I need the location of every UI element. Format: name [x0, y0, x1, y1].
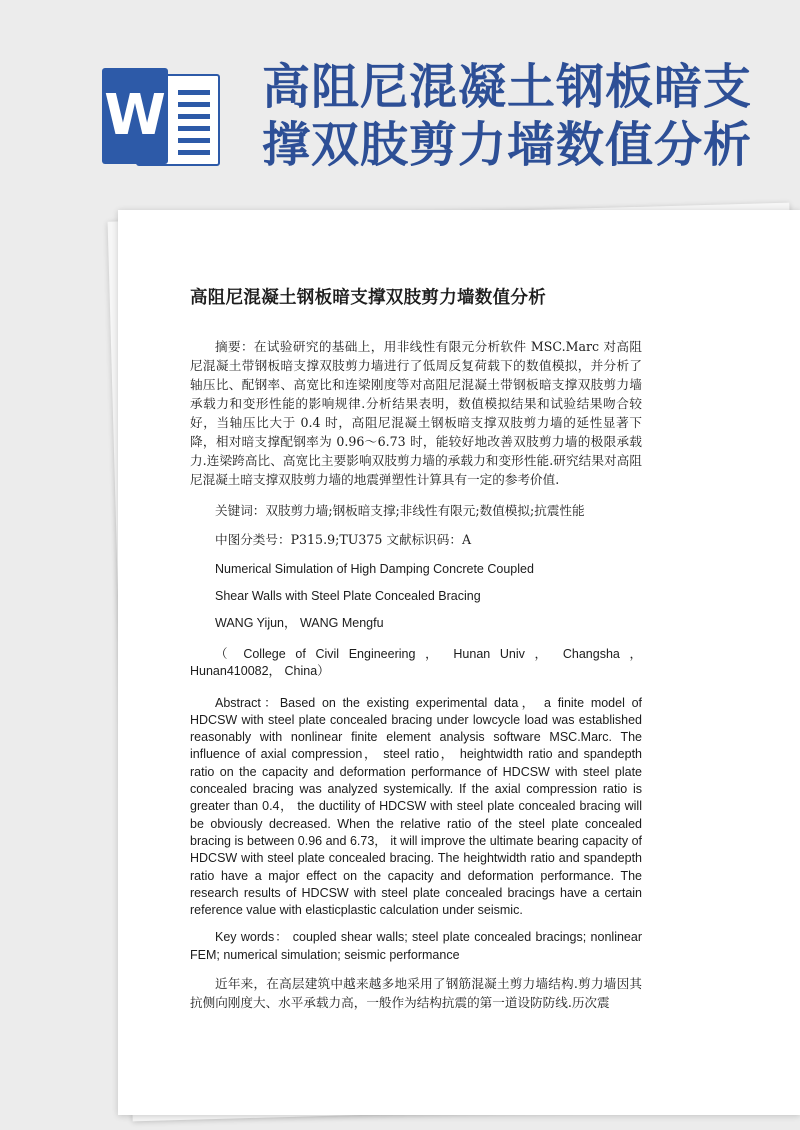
- document-title: 高阻尼混凝土钢板暗支撑双肢剪力墙数值分析: [190, 288, 546, 308]
- affiliation: （ College of Civil Engineering ， Hunan Univ ， Changsha ，Hunan410082， China）: [190, 647, 642, 679]
- classification-number: 中图分类号：P315.9;TU375 文献标识码：A: [215, 532, 472, 547]
- abstract-english: Abstract：Based on the existing experimental data， a finite model of HDCSW with steel plate concealed bracing under lowcycle load was established reasonably with nonlinear finite element analysis software MSC.Marc. The influence of axial compression， steel ratio， heightwidth ratio and spandepth ratio on the capacity and deformation performance of HDCSW with steel plate concealed bracing was analyzed systemically. If the axial compression ratio is greater than 0.4， the ductility of HDCSW with steel plate concealed bracing will be obviously decreased. When the relative ratio of the steel plate concealed bracing is between 0.96 and 6.73， it will improve the ultimate bearing capacity of HDCSW with steel plate concealed bracing. The heightwidth ratio and spandepth ratio have a major effect on the capacity and deformation performance. The research results of HDCSW with steel plate concealed bracings have a certain reference value with elasticplastic calculation under seismic.: [190, 695, 642, 918]
- english-title-line-2: Shear Walls with Steel Plate Concealed Bracing: [215, 589, 481, 603]
- english-title-line-1: Numerical Simulation of High Damping Concrete Coupled: [215, 562, 534, 576]
- document-page: [118, 210, 800, 1115]
- document-content: [190, 270, 642, 1012]
- keywords-english: Key words： coupled shear walls; steel plate concealed bracings; nonlinear FEM; numerical simulation; seismic performance: [190, 930, 642, 962]
- word-letter: W: [102, 68, 168, 164]
- introduction-chinese: 近年来，在高层建筑中越来越多地采用了钢筋混凝土剪力墙结构.剪力墙因其抗侧向刚度大、水平承载力高，一般作为结构抗震的第一道设防防线.历次震: [190, 976, 642, 1011]
- banner: [0, 0, 800, 200]
- keywords-chinese: 关键词：双肢剪力墙;钢板暗支撑;非线性有限元;数值模拟;抗震性能: [215, 503, 585, 518]
- banner-title: 高阻尼混凝土钢板暗支撑双肢剪力墙数值分析: [262, 59, 753, 173]
- authors: WANG Yijun， WANG Mengfu: [215, 616, 384, 630]
- word-document-icon: [102, 68, 220, 164]
- abstract-chinese: 摘要：在试验研究的基础上，用非线性有限元分析软件 MSC.Marc 对高阻尼混凝土带钢板暗支撑双肢剪力墙进行了低周反复荷载下的数值模拟，并分析了轴压比、配钢率、高宽比和连梁刚度等对高阻尼混凝土带钢板暗支撑双肢剪力墙承载力和变形性能的影响规律.分析结果表明，数值模拟结果和试验结果吻合较好，当轴压比大于 0.4 时，高阻尼混凝土钢板暗支撑双肢剪力墙的延性显著下降，相对暗支撑配钢率为 0.96～6.73 时，能较好地改善双肢剪力墙的极限承载力.连梁跨高比、高宽比主要影响双肢剪力墙的承载力和变形性能.研究结果对高阻尼混凝土暗支撑双肢剪力墙的地震弹塑性计算具有一定的参考价值.: [190, 339, 642, 487]
